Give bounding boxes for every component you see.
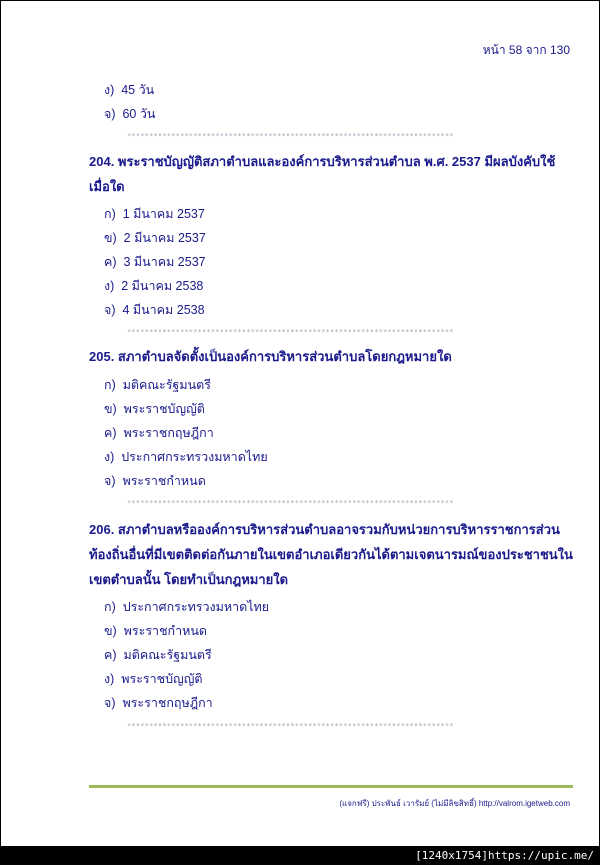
question-205: 205. สภาตำบลจัดตั้งเป็นองค์การบริหารส่วนตำบลโดยกฎหมายใด (89, 349, 452, 364)
question-206: 206. สภาตำบลหรือองค์การบริหารส่วนตำบลอาจรวมกับหน่วยการบริหารราชการส่วนท้องถิ่นอื่นที่มีเขตติดต่อกันภายในเขตอำเภอเดียวกันได้ตามเจตนารมณ์ของประชาชนในเขตตำบลนั้น โดยทำเป็นกฎหมายใด (89, 522, 573, 587)
option-kho: ข) พระราชกำหนด (104, 624, 208, 638)
option-jo: จ) 60 วัน (104, 107, 156, 121)
page-number: หน้า 58 จาก 130 (482, 43, 570, 57)
option-jo: จ) 4 มีนาคม 2538 (104, 303, 205, 317)
option-ng: ง) พระราชบัญญัติ (104, 672, 203, 686)
option-kho-khwai: ค) พระราชกฤษฎีกา (104, 426, 214, 440)
footer-divider (89, 785, 573, 788)
separator-line: ************************************************************************** (127, 499, 454, 507)
option-ko: ก) มติคณะรัฐมนตรี (104, 378, 211, 392)
option-jo: จ) พระราชกฤษฎีกา (104, 696, 213, 710)
option-ng: ง) ประกาศกระทรวงมหาดไทย (104, 450, 268, 464)
prev-options (104, 78, 155, 126)
separator-line: ************************************************************************** (127, 328, 454, 336)
question-205-options (104, 373, 268, 493)
option-ko: ก) 1 มีนาคม 2537 (104, 207, 205, 221)
option-ng: ง) 45 วัน (104, 83, 155, 97)
question-204: 204. พระราชบัญญัติสภาตำบลและองค์การบริหารส่วนตำบล พ.ศ. 2537 มีผลบังคับใช้เมื่อใด (89, 154, 556, 194)
footer-credit: (แจกฟรี) ประพันธ์ เวารัมย์ (ไม่มีลิขสิทธิ์) http://valrom.igetweb.com (339, 799, 570, 808)
image-watermark: [1240x1754]https://upic.me/ (0, 846, 600, 865)
separator-line: ************************************************************************** (127, 722, 454, 730)
option-kho-khwai: ค) มติคณะรัฐมนตรี (104, 648, 212, 662)
question-204-options (104, 202, 206, 322)
option-jo: จ) พระราชกำหนด (104, 474, 206, 488)
option-kho: ข) 2 มีนาคม 2537 (104, 231, 206, 245)
option-ng: ง) 2 มีนาคม 2538 (104, 279, 204, 293)
option-ko: ก) ประกาศกระทรวงมหาดไทย (104, 600, 270, 614)
question-206-options (104, 595, 269, 715)
option-kho: ข) พระราชบัญญัติ (104, 402, 205, 416)
separator-line: ************************************************************************** (127, 132, 454, 140)
option-kho-khwai: ค) 3 มีนาคม 2537 (104, 255, 206, 269)
